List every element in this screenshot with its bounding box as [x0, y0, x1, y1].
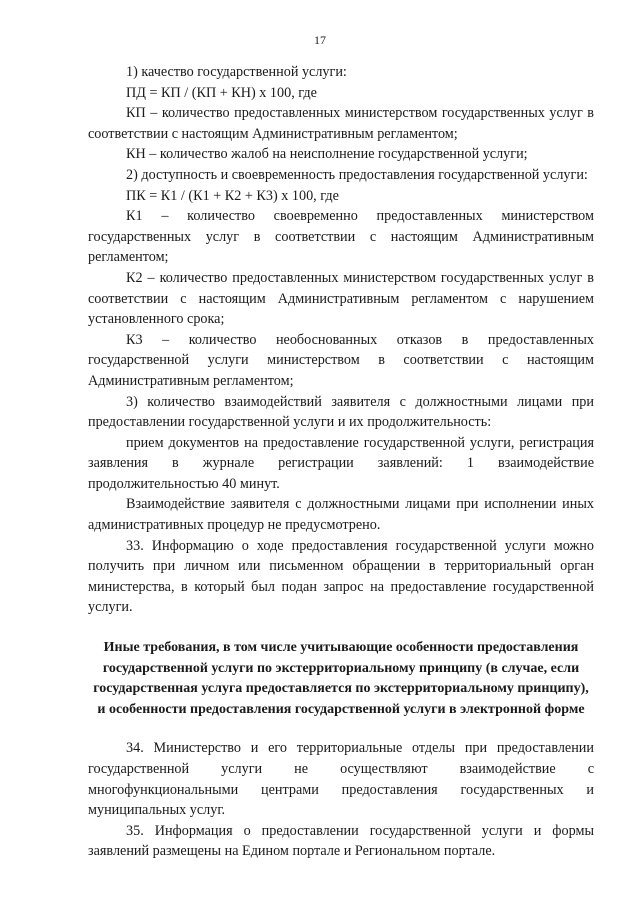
paragraph-interactions-header: 3) количество взаимодействий заявителя с должностными лицами при предоставлении государственной услуги и их продолжительность:: [88, 393, 594, 431]
paragraph-other-procedures: Взаимодействие заявителя с должностными лицами при исполнении иных административных процедур не предусмотрено.: [88, 496, 594, 534]
definition-k3: К3 – количество необоснованных отказов в предоставленных государственной услуги министерством в соответствии с настоящим Административным регламентом;: [88, 331, 594, 389]
definition-k2: К2 – количество предоставленных министерством государственных услуг в соответствии с настоящим Административным регламентом с нарушением установленного срока;: [88, 269, 594, 328]
paragraph-availability-header: 2) доступность и своевременность предоставления государственной услуги:: [126, 166, 588, 183]
formula-pk: ПК = К1 / (К1 + К2 + К3) х 100, где: [126, 187, 339, 204]
paragraph-35: 35. Информация о предоставлении государственной услуги и формы заявлений размещены на Едином портале и Региональном портале.: [88, 822, 594, 860]
section-heading: Иные требования, в том числе учитывающие особенности предоставления государственной услуги по экстерриториальному принципу (в случае, если государственная услуга предоставляется по экстерриториальному принципу), и особенности предоставления государственной услуги в электронной форме: [93, 640, 589, 717]
paragraph-document-intake: прием документов на предоставление государственной услуги, регистрация заявления в журнале регистрации заявлений: 1 взаимодействие продолжительностью 40 минут.: [88, 434, 594, 492]
definition-kp: КП – количество предоставленных министерством государственных услуг в соответствии с настоящим Административным регламентом;: [88, 105, 594, 142]
paragraph-34: 34. Министерство и его территориальные отделы при предоставлении государственной услуги не осуществляют взаимодействие с многофункциональными центрами предоставления государственных и муниципальных услуг.: [88, 740, 594, 819]
formula-pd: ПД = КП / (КП + КН) х 100, где: [126, 84, 317, 101]
page-body: [88, 62, 594, 862]
paragraph-33: 33. Информацию о ходе предоставления государственной услуги можно получить при личном или письменном обращении в территориальный орган министерства, в который был подан запрос на предоставление государственной услуги.: [88, 537, 594, 616]
paragraph-quality-header: 1) качество государственной услуги:: [126, 64, 347, 80]
definition-k1: К1 – количество своевременно предоставленных министерством государственных услуг в соответствии с настоящим Административным регламентом;: [88, 208, 594, 266]
definition-kn: КН – количество жалоб на неисполнение государственной услуги;: [126, 146, 528, 163]
page-number: 17: [314, 33, 326, 47]
